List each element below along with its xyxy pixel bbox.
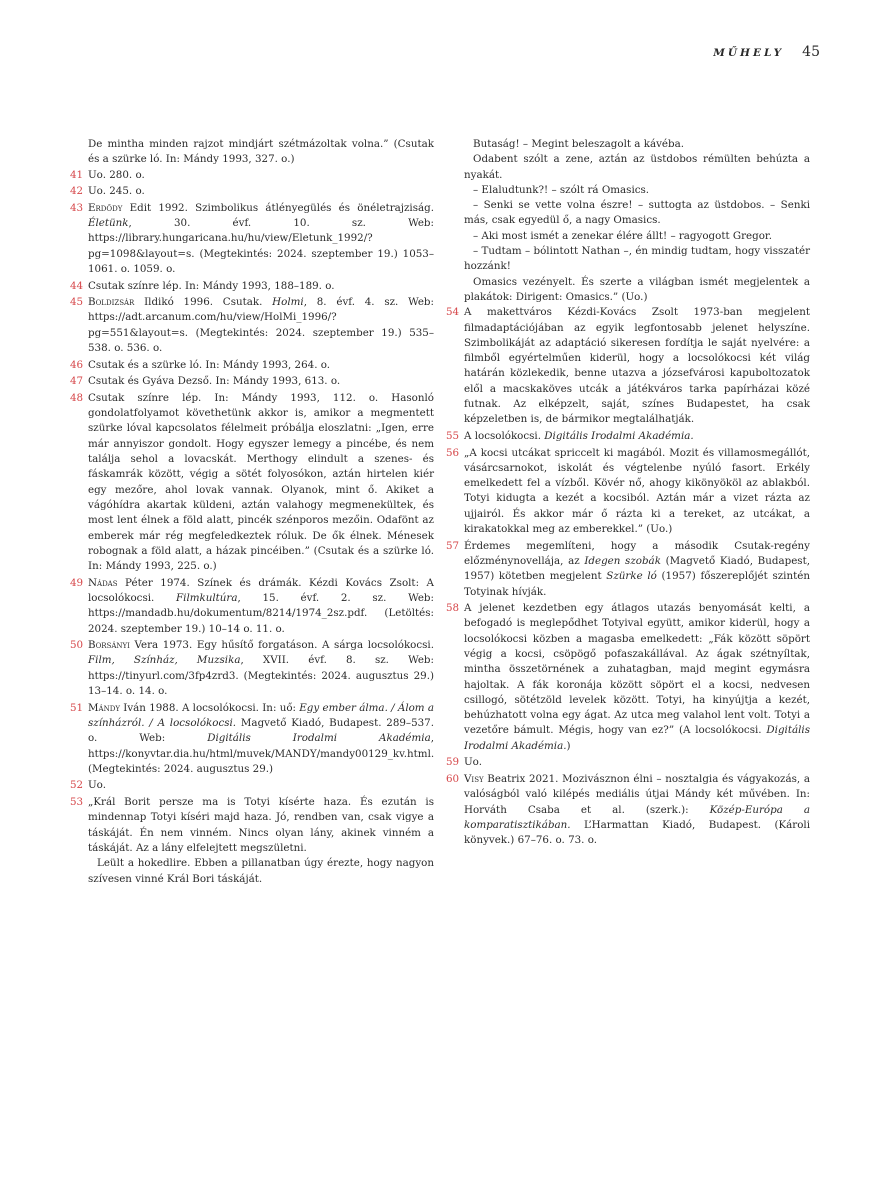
text-segment: Érdemes megemlíteni, hogy a második Csutak-regény előzménynovellája, az xyxy=(464,539,810,567)
author-name: Visy xyxy=(464,772,484,785)
footnote-text xyxy=(88,576,434,637)
text-segment: Péter 1974. Színek és drámák. Kézdi Kovács Zsolt: A locsolókocsi. xyxy=(88,576,434,604)
footnote-number: 51 xyxy=(70,701,84,714)
footnote xyxy=(70,358,434,373)
right-column xyxy=(446,137,811,850)
footnote xyxy=(446,755,810,770)
italic-title: Filmkultúra xyxy=(176,591,238,604)
footnote xyxy=(70,638,434,699)
footnote-number: 44 xyxy=(70,279,84,292)
footnote xyxy=(446,429,810,444)
footnote-number: 57 xyxy=(446,539,460,552)
text-segment: ) xyxy=(566,739,571,752)
text-segment: Vera 1973. Egy hűsítő forgatáson. A sárga locsolókocsi. xyxy=(129,639,434,652)
footnote xyxy=(70,374,434,389)
footnote xyxy=(70,391,434,575)
footnote xyxy=(446,539,810,600)
footnote xyxy=(446,772,811,848)
italic-title: Életünk xyxy=(88,217,129,230)
text-segment: , https://konyvtar.dia.hu/html/muvek/MANDY/mandy00129_kv.html. (Megtekintés: 2024. augusztus 29.) xyxy=(88,732,435,775)
footnote xyxy=(70,295,434,356)
author-name: Erdődy xyxy=(88,201,123,214)
continuation-dialogue xyxy=(464,137,810,305)
dialogue-line: Odabent szólt a zene, aztán az üstdobos rémülten behúzta a nyakát. xyxy=(464,153,810,181)
footnote-text xyxy=(464,539,810,600)
text-segment: , 8. évf. 4. sz. Web: https://adt.arcanum.com/hu/view/HolMi_1996/?pg=551&layout=s. (Megtekintés: 2024. szeptember 19.) 535–538. o. 536. o. xyxy=(88,296,434,355)
footnote-number: 60 xyxy=(446,772,460,785)
left-column xyxy=(70,137,435,888)
page-number: 45 xyxy=(802,44,820,60)
footnote xyxy=(70,184,434,199)
footnote-number: 54 xyxy=(446,306,460,319)
footnote-number: 58 xyxy=(446,602,460,615)
footnote-number: 42 xyxy=(70,185,84,198)
footnote-text xyxy=(88,701,434,777)
footnote-number: 43 xyxy=(70,201,84,214)
text-segment: Ildikó 1996. Csutak. xyxy=(134,296,273,309)
italic-title: Digitális Irodalmi Akadémia xyxy=(207,732,431,745)
footnote xyxy=(446,446,810,538)
footnote-text: Uo. xyxy=(464,756,482,769)
footnote-text xyxy=(464,429,810,444)
footnote-text: „Král Borit persze ma is Totyi kísérte haza. És ezután is mindennap Totyi kíséri majd haza. Jó, rendben van, csak vigye a táskáját. Én nem vinném. Nincs olyan lány, akinek vinném a táskáját. Az a lány elfelejtett megszületni. xyxy=(88,796,434,854)
footnote-text: Csutak színre lép. In: Mándy 1993, 188–189. o. xyxy=(88,279,335,292)
italic-title: Egy ember álma. / Álom a színházról. / A locsolókocsi. xyxy=(88,701,434,729)
footnote xyxy=(70,701,435,777)
italic-title: Film, Színház, Muzsika xyxy=(88,654,241,667)
footnote xyxy=(70,279,434,294)
footnote-text xyxy=(464,772,810,848)
text-segment: , 15. évf. 2. sz. Web: https://mandadb.hu/dokumentum/8214/1974_2sz.pdf. (Letöltés: 2024. szeptember 19.) 10–14 o. 11. o. xyxy=(88,591,434,635)
footnote xyxy=(70,201,434,277)
footnote-text: Uo. xyxy=(88,779,106,792)
footnote-number: 49 xyxy=(70,576,84,589)
text-segment: , 30. évf. 10. sz. Web: https://library.hungaricana.hu/hu/view/Eletunk_1992/?pg=1098&layout=s. (Megtekintés: 2024. szeptember 19.) 1053–1061. o. 1059. o. xyxy=(88,217,434,275)
dialogue-line: – Aki most ismét a zenekar élére állt! – ragyogott Gregor. xyxy=(473,229,772,242)
dialogue-line: – Tudtam – bólintott Nathan –, én mindig tudtam, hogy visszatér hozzánk! xyxy=(464,245,810,273)
footnote-text: Uo. 245. o. xyxy=(88,185,145,198)
footnote-number: 52 xyxy=(70,779,84,792)
footnote-number: 55 xyxy=(446,429,460,442)
text-segment: Iván 1988. A locsolókocsi. In: uő: xyxy=(119,701,300,714)
dialogue-line: – Elaludtunk?! – szólt rá Omasics. xyxy=(473,183,650,196)
italic-title: Szürke ló xyxy=(606,570,657,583)
dialogue-line: Butaság! – Megint beleszagolt a kávéba. xyxy=(473,138,685,150)
footnote-text xyxy=(464,601,810,754)
footnote xyxy=(70,778,434,793)
author-name: Mándy xyxy=(88,701,120,714)
text-segment: L’Harmattan Kiadó, Budapest. (Károli könyvek.) 67–76. o. 73. o. xyxy=(464,818,810,847)
footnote-number: 53 xyxy=(70,796,84,809)
footnote-number: 46 xyxy=(70,358,84,371)
footnote xyxy=(446,601,810,754)
footnote-text: „A kocsi utcákat spriccelt ki magából. Mozit és villamosmegállót, vásárcsarnokot, iskolát és végtelenbe nyúló fasort. Erkély emelkedett fel a vízből. Kövér nő, ahogy kikönyököl az ablakból. Totyi kidugta a kezét a kocsiból. Aztán már a vizet rázta az ujjairól. És akkor már ő rázta ki a tereket, az utcákat, a kirakatokkal meg az emberekkel.” (Uo.) xyxy=(464,446,810,536)
author-name: Boldizsár xyxy=(88,296,135,309)
footnote xyxy=(70,576,434,637)
footnote xyxy=(70,795,434,887)
footnote-text: A makettváros Kézdi-Kovács Zsolt 1973-ban megjelent filmadaptációjában az egyik legfontosabb jelenet helyszíne. Szimbolikáját az adaptáció sikeresen fordítja le saját nyelvére: a filmből egyértelműen kiderül, hogy a locsolókocsi két világ határán közlekedik, benne utazva a józsefvárosi kapuboltozatok elől a macskaköves utcák a játékváros tarka papírházai közé futnak. Az elképzelt, saját, színes Budapestet, ha csak képzeletben is, de bármikor megtalálhatják. xyxy=(464,306,810,426)
footnote-number: 47 xyxy=(70,375,84,388)
italic-title: Idegen szobák xyxy=(584,554,661,567)
dialogue-line: Omasics vezényelt. És szerte a világban ismét megjelentek a plakátok: Dirigent: Omasics.” (Uo.) xyxy=(464,275,810,303)
footnote-number: 48 xyxy=(70,391,84,404)
footnote-text xyxy=(88,201,434,277)
footnote-text xyxy=(88,295,434,356)
text-segment: (1957) főszereplőjét szintén Totyinak hívják. xyxy=(464,570,810,598)
continuation-text: De mintha minden rajzot mindjárt szétmázoltak volna.” (Csutak és a szürke ló. In: Mándy 1993, 327. o.) xyxy=(88,138,434,166)
footnote-text: Csutak színre lép. In: Mándy 1993, 112. o. Hasonló gondolatfolyamot követhetünk akkor is, amikor a megmentett szürke lóval kapcsolatos félelmeit próbálja eloszlatni: „Igen, erre már annyiszor gondolt. Hogy egyszer lemegy a pincébe, és nem találja sehol a lovacskát. Merthogy elindult a szenes- és fáskamrák között, végig a sötét folyosókon, aztán hirtelen kiér egy mezőre, ahol lovak vannak. Olyanok, mint ő. Akiket a vágóhídra akartak küldeni, aztán valahogy megmenekültek, és most lent élnek a föld alatt, pincék szénporos mezőin. Odafönt az emberek már rég megfeledkeztek róluk. De ők élnek. Ménesek robognak a föld alatt, a házak pincéiben.” (Csutak és a szürke ló. In: Mándy 1993, 225. o.) xyxy=(88,391,434,573)
text-segment: (Magvető Kiadó, Budapest, 1957) kötetben megjelent xyxy=(464,554,810,583)
footnote-text: Uo. 280. o. xyxy=(88,168,145,181)
footnote-list-right xyxy=(446,305,811,848)
author-name: Borsányi xyxy=(88,639,130,652)
footnote-text xyxy=(88,638,434,699)
text-segment: Edit 1992. Szimbolikus átlényegülés és önéletrajziság. xyxy=(122,201,434,214)
footnote xyxy=(70,168,434,183)
footnote-number: 59 xyxy=(446,756,460,769)
italic-title: Holmi xyxy=(272,296,304,309)
section-title: MŰHELY xyxy=(713,47,785,59)
dialogue-line: – Senki se vette volna észre! – suttogta az üstdobos. – Senki más, csak egyedül ő, a nagy Omasics. xyxy=(464,199,810,227)
footnote-number: 56 xyxy=(446,446,460,459)
footnote-number: 41 xyxy=(70,168,84,181)
running-header xyxy=(713,44,820,60)
author-name: Nádas xyxy=(88,576,118,589)
footnote-number: 50 xyxy=(70,639,84,652)
footnote-paragraph: Leült a hokedlire. Ebben a pillanatban úgy érezte, hogy nagyon szívesen vinné Král Bori táskáját. xyxy=(88,857,434,885)
text-segment: A locsolókocsi. xyxy=(464,429,545,442)
text-segment: A jelenet kezdetben egy átlagos utazás benyomását kelti, a befogadó is meglepődhet Totyival együtt, amikor kiderül, hogy a locsolókocsi közben a magasba emelkedett: „Fák között söpört végig a kocsi, csöpögő pofaszakállával. Az ágak szétnyíltak, mintha összetörnének a zuhatagban, majd megint egymásra hajoltak. A fák koronája között söpört el a kocsi, nedvesen csillogó, sötétzöld levelek között. Totyi, ha kinyújtja a kezét, behúzhatott volna egy ágat. Az utca meg valahol lent volt. Totyi a vezetőre bámult. Mégis, hogy van ez?” (A locsolókocsi. xyxy=(464,602,810,737)
text-segment: Magvető Kiadó, Budapest. 289–537. o. Web: xyxy=(88,716,434,745)
footnote-number: 45 xyxy=(70,296,84,309)
italic-title: Közép-Európa a komparatisztikában. xyxy=(464,803,811,831)
footnote-text: Csutak és Gyáva Dezső. In: Mándy 1993, 613. o. xyxy=(88,375,341,388)
footnote-text: Csutak és a szürke ló. In: Mándy 1993, 264. o. xyxy=(88,358,331,371)
italic-title: Digitális Irodalmi Akadémia. xyxy=(464,724,810,752)
text-segment: Beatrix 2021. Mozivásznon élni – nosztalgia és vágyakozás, a valóságból való kilépés mediális útjai Mándy két művében. In: Horváth Csaba et al. (szerk.): xyxy=(464,772,810,816)
footnote xyxy=(446,305,810,427)
italic-title: Digitális Irodalmi Akadémia. xyxy=(544,429,694,442)
text-segment: , XVII. évf. 8. sz. Web: https://tinyurl.com/3fp4zrd3. (Megtekintés: 2024. augusztus 29.) 13–14. o. 14. o. xyxy=(88,654,434,698)
footnote-list-left xyxy=(70,168,435,887)
